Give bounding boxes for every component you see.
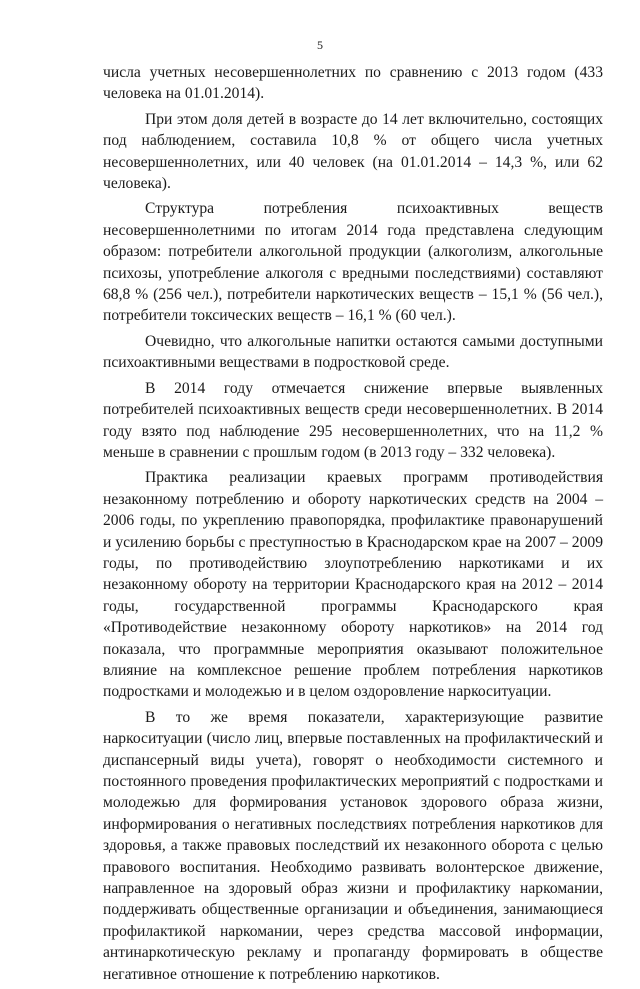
paragraph-decrease-2014: В 2014 году отмечается снижение впервые выявленных потребителей психоактивных веществ среди несовершеннолетних. В 2014 году взято под наблюдение 295 несовершеннолетних, что на 11,2 % меньше в сравнении с прошлым годом (в 2013 году – 332 человека).	[103, 379, 603, 461]
paragraph-alcohol-availability: Очевидно, что алкогольные напитки остаются самыми доступными психоактивными веществами в подростковой среде.	[103, 332, 603, 372]
paragraph-consumption-structure: Структура потребления психоактивных веществ несовершеннолетними по итогам 2014 года представлена следующим образом: потребители алкогольной продукции (алкоголизм, алкогольные психозы, употребление алкоголя с вредными последствиями) составляют 68,8 % (256 чел.), потребители наркотических веществ – 15,1 % (56 чел.), потребители токсических веществ – 16,1 % (60 чел.).	[103, 200, 603, 325]
paragraph-programs-practice: Практика реализации краевых программ противодействия незаконному потреблению и обороту наркотических средств на 2004 – 2006 годы, по укреплению правопорядка, профилактике правонарушений и усилению борьбы с преступностью в Краснодарском крае на 2007 – 2009 годы, по противодействию злоупотреблению наркотиками и их незаконному обороту на территории Краснодарского края на 2012 – 2014 годы, государственной программы Краснодарского края «Противодействие незаконному обороту наркотиков» на 2014 год показала, что программные мероприятия оказывают положительное влияние на комплексное решение проблем потребления наркотиков подростками и молодежью и в целом оздоровление наркоситуации.	[103, 469, 603, 701]
document-body	[103, 62, 603, 989]
page-number: 5	[317, 38, 323, 52]
paragraph-continuation: числа учетных несовершеннолетних по сравнению с 2013 годом (433 человека на 01.01.2014).	[103, 64, 603, 103]
paragraph-children-share: При этом доля детей в возрасте до 14 лет включительно, состоящих под наблюдением, составила 10,8 % от общего числа учетных несовершеннолетних, или 40 человек (на 01.01.2014 – 14,3 %, или 62 человека).	[103, 110, 603, 193]
paragraph-prevention-needs: В то же время показатели, характеризующие развитие наркоситуации (число лиц, впервые поставленных на профилактический и диспансерный виды учета), говорят о необходимости системного и постоянного проведения профилактических мероприятий с подростками и молодежью для формирования установок здорового образа жизни, информирования о негативных последствиях потребления наркотиков для здоровья, а также правовых последствий их незаконного оборота с целью правового воспитания. Необходимо развивать волонтерское движение, направленное на здоровый образ жизни и профилактику наркомании, поддерживать общественные организации и объединения, занимающиеся профилактикой наркомании, через средства массовой информации, антинаркотическую рекламу и пропаганду формировать в обществе негативное отношение к потреблению наркотиков.	[103, 708, 603, 983]
